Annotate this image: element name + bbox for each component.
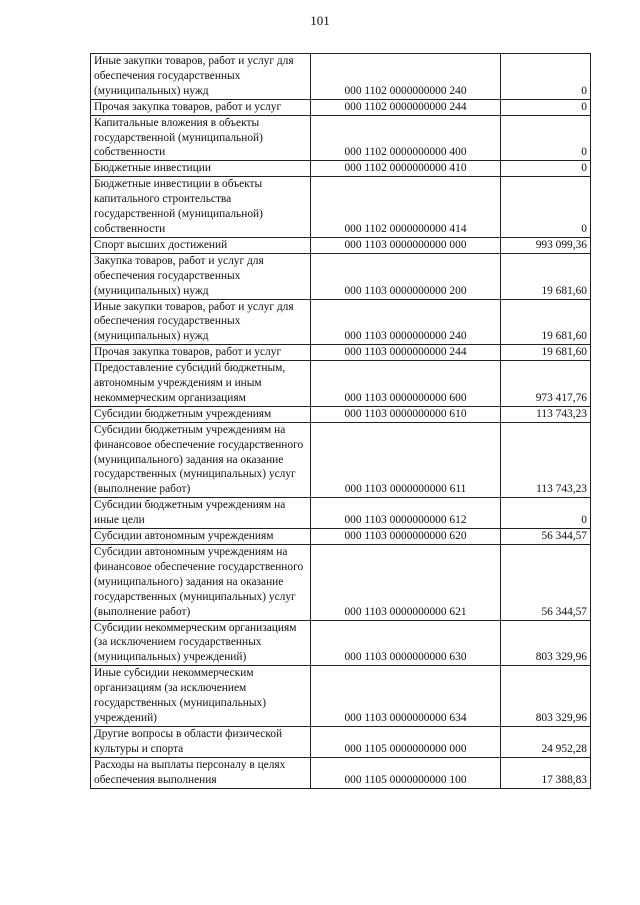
row-name-cell: Субсидии бюджетным учреждениям на финансовое обеспечение государственного (муниципального) задания на оказание государственных (муниципальных) услуг (выполнение работ) [91,422,311,498]
row-amount-cell: 56 344,57 [501,529,591,545]
row-code-cell: 000 1105 0000000000 100 [311,757,501,788]
row-name-cell: Субсидии бюджетным учреждениям [91,406,311,422]
row-name-cell: Капитальные вложения в объекты государственной (муниципальной) собственности [91,115,311,161]
table-row [91,406,591,422]
row-name-cell: Прочая закупка товаров, работ и услуг [91,99,311,115]
row-name-cell: Бюджетные инвестиции в объекты капитального строительства государственной (муниципальной) собственности [91,177,311,238]
row-name-cell: Расходы на выплаты персоналу в целях обеспечения выполнения [91,757,311,788]
budget-table-body [91,54,591,789]
row-amount-cell: 0 [501,498,591,529]
table-row [91,666,591,727]
row-name-cell: Прочая закупка товаров, работ и услуг [91,345,311,361]
row-name-cell: Бюджетные инвестиции [91,161,311,177]
row-code-cell: 000 1103 0000000000 000 [311,237,501,253]
row-name-cell: Иные закупки товаров, работ и услуг для обеспечения государственных (муниципальных) нужд [91,299,311,345]
table-row [91,115,591,161]
row-amount-cell: 803 329,96 [501,620,591,666]
row-amount-cell: 19 681,60 [501,299,591,345]
row-amount-cell: 973 417,76 [501,361,591,407]
row-code-cell: 000 1103 0000000000 620 [311,529,501,545]
row-name-cell: Иные субсидии некоммерческим организациям (за исключением государственных (муниципальных) учреждений) [91,666,311,727]
table-row [91,161,591,177]
row-code-cell: 000 1103 0000000000 610 [311,406,501,422]
row-name-cell: Субсидии бюджетным учреждениям на иные цели [91,498,311,529]
row-amount-cell: 19 681,60 [501,253,591,299]
row-code-cell: 000 1103 0000000000 200 [311,253,501,299]
row-amount-cell: 993 099,36 [501,237,591,253]
row-code-cell: 000 1102 0000000000 400 [311,115,501,161]
row-name-cell: Другие вопросы в области физической культуры и спорта [91,726,311,757]
row-code-cell: 000 1102 0000000000 414 [311,177,501,238]
row-code-cell: 000 1102 0000000000 410 [311,161,501,177]
page-number: 101 [310,13,330,28]
row-code-cell: 000 1103 0000000000 244 [311,345,501,361]
row-code-cell: 000 1103 0000000000 621 [311,545,501,621]
table-row [91,237,591,253]
table-row [91,54,591,100]
table-row [91,345,591,361]
row-amount-cell: 803 329,96 [501,666,591,727]
table-row [91,299,591,345]
row-name-cell: Субсидии автономным учреждениям на финансовое обеспечение государственного (муниципального) задания на оказание государственных (муниципальных) услуг (выполнение работ) [91,545,311,621]
table-row [91,498,591,529]
row-name-cell: Спорт высших достижений [91,237,311,253]
row-amount-cell: 24 952,28 [501,726,591,757]
row-amount-cell: 0 [501,115,591,161]
row-code-cell: 000 1103 0000000000 630 [311,620,501,666]
row-code-cell: 000 1102 0000000000 244 [311,99,501,115]
table-row [91,529,591,545]
table-row [91,726,591,757]
row-amount-cell: 113 743,23 [501,406,591,422]
row-code-cell: 000 1103 0000000000 634 [311,666,501,727]
row-name-cell: Субсидии автономным учреждениям [91,529,311,545]
row-amount-cell: 0 [501,99,591,115]
table-row [91,422,591,498]
table-row [91,361,591,407]
budget-table [90,53,591,789]
row-code-cell: 000 1103 0000000000 600 [311,361,501,407]
table-row [91,545,591,621]
row-amount-cell: 0 [501,177,591,238]
row-name-cell: Закупка товаров, работ и услуг для обеспечения государственных (муниципальных) нужд [91,253,311,299]
row-amount-cell: 19 681,60 [501,345,591,361]
row-code-cell: 000 1105 0000000000 000 [311,726,501,757]
row-name-cell: Субсидии некоммерческим организациям (за исключением государственных (муниципальных) учреждений) [91,620,311,666]
row-code-cell: 000 1103 0000000000 612 [311,498,501,529]
row-code-cell: 000 1102 0000000000 240 [311,54,501,100]
row-amount-cell: 0 [501,54,591,100]
table-row [91,99,591,115]
row-code-cell: 000 1103 0000000000 240 [311,299,501,345]
row-name-cell: Иные закупки товаров, работ и услуг для обеспечения государственных (муниципальных) нужд [91,54,311,100]
row-amount-cell: 113 743,23 [501,422,591,498]
table-row [91,620,591,666]
table-row [91,253,591,299]
row-amount-cell: 56 344,57 [501,545,591,621]
row-amount-cell: 0 [501,161,591,177]
table-row [91,177,591,238]
row-name-cell: Предоставление субсидий бюджетным, автономным учреждениям и иным некоммерческим организациям [91,361,311,407]
table-row [91,757,591,788]
row-code-cell: 000 1103 0000000000 611 [311,422,501,498]
row-amount-cell: 17 388,83 [501,757,591,788]
